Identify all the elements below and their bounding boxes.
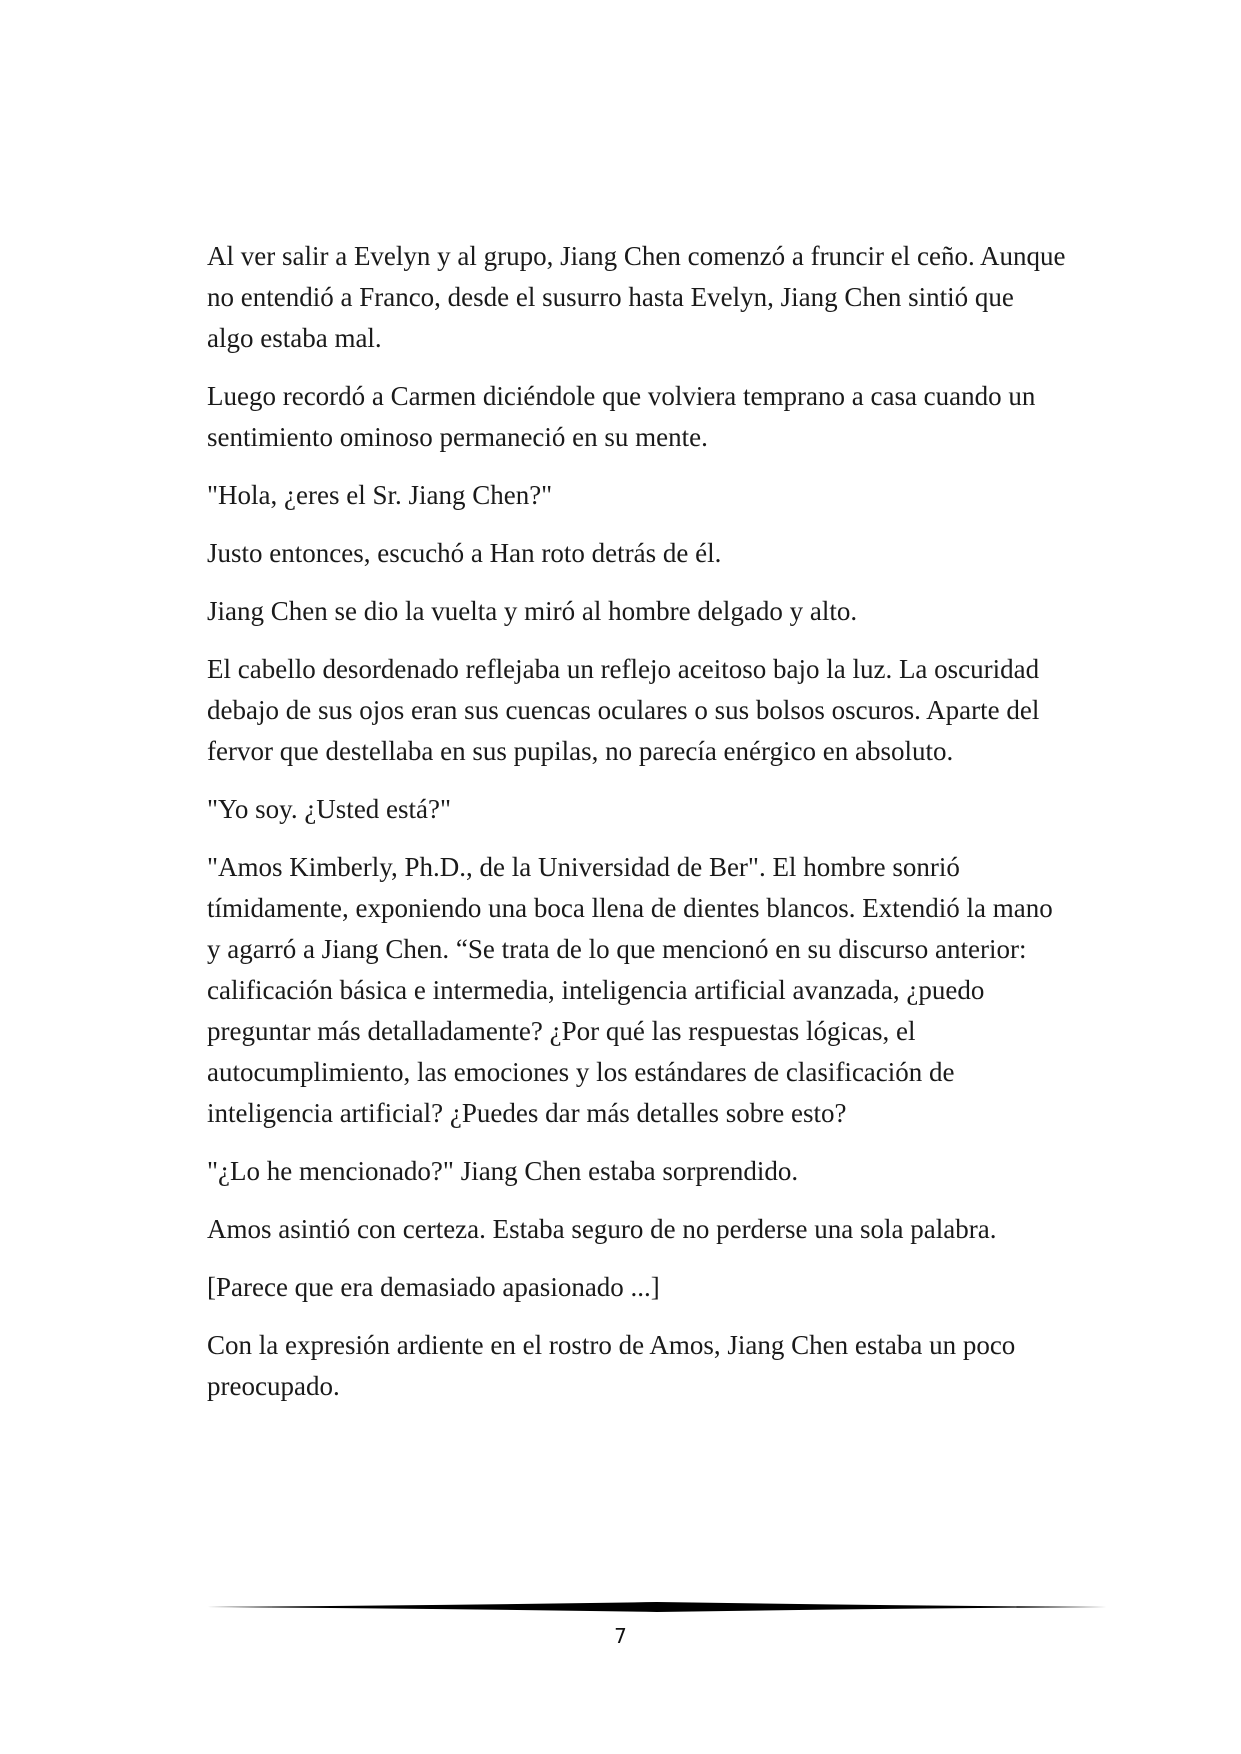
paragraph-12: Con la expresión ardiente en el rostro de Amos, Jiang Chen estaba un poco preocupado.: [207, 1330, 1016, 1401]
paragraph-6: El cabello desordenado reflejaba un reflejo aceitoso bajo la luz. La oscuridad debajo de sus ojos eran sus cuencas oculares o sus bolsos oscuros. Aparte del fervor que destellaba en sus pupilas, no parecía enérgico en absoluto.: [207, 654, 1040, 766]
paragraph-11: [Parece que era demasiado apasionado ...]: [207, 1272, 660, 1302]
paragraph-5: Jiang Chen se dio la vuelta y miró al hombre delgado y alto.: [207, 596, 858, 626]
paragraph-1: Al ver salir a Evelyn y al grupo, Jiang Chen comenzó a fruncir el ceño. Aunque no entendió a Franco, desde el susurro hasta Evelyn, Jiang Chen sintió que algo estaba mal.: [207, 241, 1066, 353]
page-number: 7: [614, 1624, 627, 1648]
body-text: [207, 236, 1067, 1424]
paragraph-2: Luego recordó a Carmen diciéndole que volviera temprano a casa cuando un sentimiento ominoso permaneció en su mente.: [207, 381, 1036, 452]
paragraph-8: "Amos Kimberly, Ph.D., de la Universidad de Ber". El hombre sonrió tímidamente, exponiendo una boca llena de dientes blancos. Extendió la mano y agarró a Jiang Chen. “Se trata de lo que mencionó en su discurso anterior: calificación básica e intermedia, inteligencia artificial avanzada, ¿puedo preguntar más detalladamente? ¿Por qué las respuestas lógicas, el autocumplimiento, las emociones y los estándares de clasificación de inteligencia artificial? ¿Puedes dar más detalles sobre esto?: [207, 852, 1053, 1128]
paragraph-4: Justo entonces, escuchó a Han roto detrás de él.: [207, 538, 722, 568]
paragraph-9: "¿Lo he mencionado?" Jiang Chen estaba sorprendido.: [207, 1156, 799, 1186]
paragraph-7: "Yo soy. ¿Usted está?": [207, 794, 452, 824]
paragraph-3: "Hola, ¿eres el Sr. Jiang Chen?": [207, 480, 553, 510]
footer-divider: [207, 1601, 1107, 1613]
paragraph-10: Amos asintió con certeza. Estaba seguro de no perderse una sola palabra.: [207, 1214, 997, 1244]
